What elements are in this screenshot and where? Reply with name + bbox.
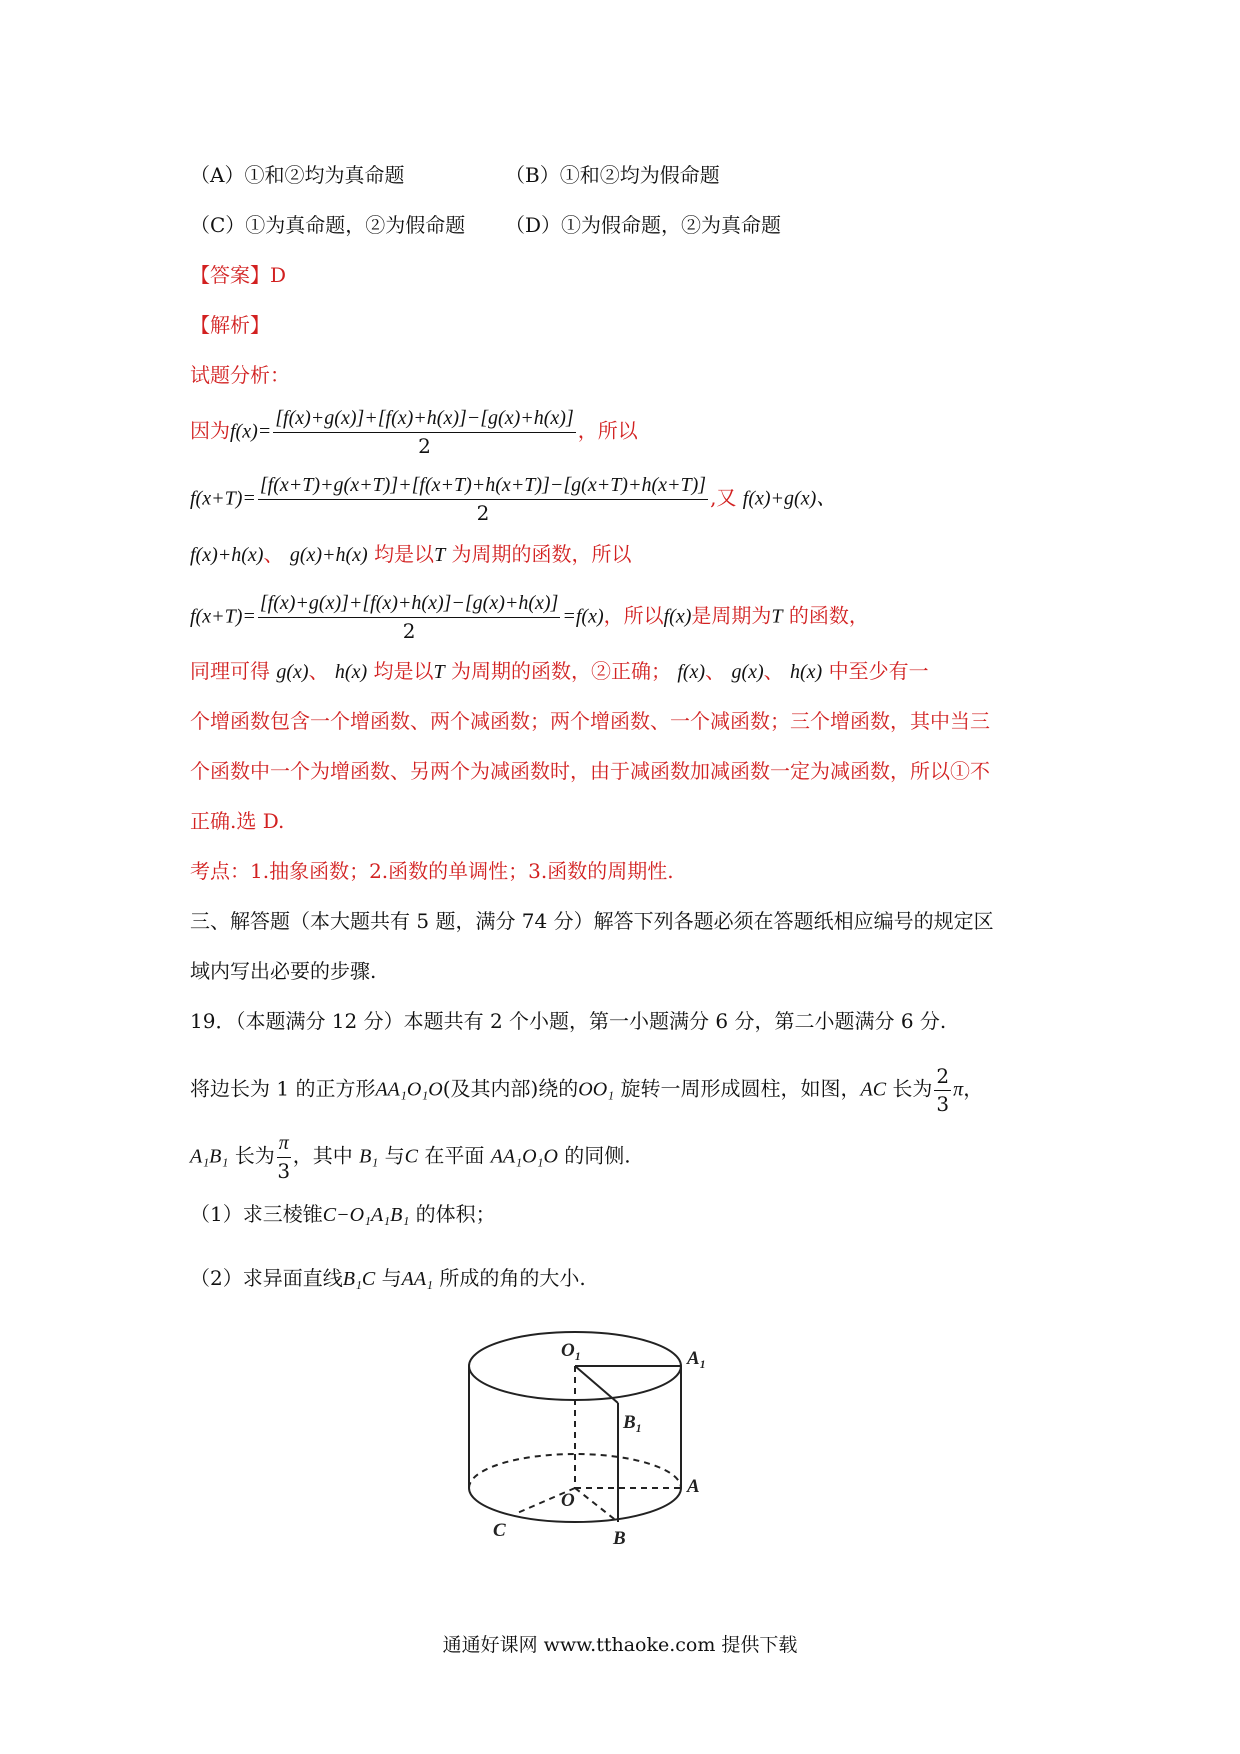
l3-m2: g(x)+h(x) xyxy=(289,544,368,566)
l4-text: ，所以 xyxy=(603,603,664,628)
answer-label: 【答案】D xyxy=(190,263,287,287)
q19-head: 19．（本题满分 12 分）本题共有 2 个小题，第一小题满分 6 分，第二小题满分 6 分. xyxy=(190,1009,947,1033)
analysis-para-1 xyxy=(190,657,929,686)
p1-t1: 均是以 xyxy=(373,659,434,683)
q19-u4: 与 xyxy=(384,1143,405,1168)
p1-s3: 、 xyxy=(763,659,784,683)
l3-sep: 、 xyxy=(263,542,284,566)
l1-prefix: 因为 xyxy=(190,418,230,443)
l3-T: T xyxy=(434,544,446,566)
l3-text2: 为周期的函数，所以 xyxy=(451,542,632,566)
q19-u3: ，其中 xyxy=(292,1143,353,1168)
cylinder-figure xyxy=(455,1318,755,1558)
label-b1: B₁ xyxy=(623,1412,643,1433)
p1-f2: f(x) xyxy=(677,661,706,683)
p1-s1: 、 xyxy=(308,659,329,683)
l4-fx: f(x) xyxy=(663,605,692,628)
q19-u2: 长为 xyxy=(234,1143,275,1168)
l1-fx: f(x)= xyxy=(230,420,272,443)
sub1-a: （1）求三棱锥 xyxy=(190,1202,323,1226)
p1-h2: h(x) xyxy=(790,661,823,683)
label-b: B xyxy=(613,1528,626,1549)
q19-b1: B₁ xyxy=(359,1145,379,1168)
l4-lhs: f(x+T)= xyxy=(190,605,256,628)
l4-text2: 是周期为 xyxy=(691,603,772,628)
label-o1: O₁ xyxy=(561,1340,582,1361)
q19-text-2 xyxy=(190,1130,631,1184)
q19-t2: (及其内部)绕的 xyxy=(442,1076,579,1101)
p1-s2: 、 xyxy=(705,659,726,683)
p1-t3: 中至少有一 xyxy=(828,659,929,683)
q19-ac: AC xyxy=(860,1078,887,1101)
l2-mid: ,又 xyxy=(710,485,737,510)
p1-T: T xyxy=(433,661,445,683)
q19-frac2-num: π xyxy=(277,1130,291,1158)
sub2-a: （2）求异面直线 xyxy=(190,1266,343,1290)
l1-fraction xyxy=(273,405,575,459)
l2-fraction xyxy=(258,472,708,526)
option-d: （D）①为假命题，②为真命题 xyxy=(505,213,782,237)
analysis-line-4 xyxy=(190,590,869,644)
label-o: O xyxy=(561,1490,575,1511)
p1-g: g(x) xyxy=(276,661,309,683)
q19-t4-end: ， xyxy=(963,1076,984,1101)
q19-axis: OO₁ xyxy=(578,1078,615,1101)
analysis-para-2: 个增函数包含一个增函数、两个减函数；两个增函数、一个减函数；三个增函数，其中当三 xyxy=(190,709,990,733)
l1-suffix: ，所以 xyxy=(577,418,638,443)
q19-frac-num: 2 xyxy=(934,1063,951,1091)
q19-t1: 将边长为 1 的正方形 xyxy=(190,1076,376,1101)
q19-frac2-den: 3 xyxy=(277,1159,291,1183)
l1-numerator: [f(x)+g(x)]+[f(x)+h(x)]−[g(x)+h(x)] xyxy=(273,405,575,433)
q19-sub-1 xyxy=(190,1200,496,1229)
sub1-b: 的体积； xyxy=(415,1202,496,1226)
q19-frac-pi-3 xyxy=(277,1130,291,1184)
sub1-m: C−O₁A₁B₁ xyxy=(322,1204,410,1226)
analysis-para-4: 正确.选 D. xyxy=(190,809,285,833)
q19-sub-2 xyxy=(190,1264,586,1293)
analysis-line-1 xyxy=(190,405,638,459)
l2-numerator: [f(x+T)+g(x+T)]+[f(x+T)+h(x+T)]−[g(x+T)+h(x+T)] xyxy=(258,472,708,500)
q19-u5: 在平面 xyxy=(424,1143,485,1168)
label-a: A xyxy=(687,1476,700,1497)
l1-denominator: 2 xyxy=(418,434,431,458)
p1-text: 同理可得 xyxy=(190,659,270,683)
l4-fraction xyxy=(258,590,560,644)
q19-frac-2-3 xyxy=(934,1063,951,1117)
o1-b1-segment xyxy=(575,1366,618,1403)
option-b: （B）①和②均为假命题 xyxy=(505,163,720,187)
l2-lhs: f(x+T)= xyxy=(190,487,256,510)
l3-m1: f(x)+h(x) xyxy=(190,544,264,566)
q19-c: C xyxy=(404,1145,418,1168)
option-a: （A）①和②均为真命题 xyxy=(190,163,405,187)
l4-eq: =f(x) xyxy=(562,605,604,628)
analysis-intro: 试题分析： xyxy=(190,363,290,387)
l4-text3: 的函数， xyxy=(788,603,869,628)
analysis-para-3: 个函数中一个为增函数、另两个为减函数时，由于减函数加减函数一定为减函数，所以①不 xyxy=(190,759,990,783)
kaodian: 考点：1.抽象函数；2.函数的单调性；3.函数的周期性. xyxy=(190,859,674,883)
l2-tail: f(x)+g(x)、 xyxy=(742,487,837,510)
l3-text: 均是以 xyxy=(374,542,435,566)
bottom-front-arc xyxy=(469,1488,681,1522)
sub2-m1: B₁C xyxy=(342,1268,376,1290)
section3-line-2: 域内写出必要的步骤. xyxy=(190,959,377,983)
sub2-c: 所成的角的大小. xyxy=(439,1266,586,1290)
analysis-label: 【解析】 xyxy=(190,313,270,337)
footer: 通通好课网 www.tthaoke.com 提供下载 xyxy=(442,1634,798,1656)
label-c: C xyxy=(493,1520,506,1541)
l4-T: T xyxy=(771,605,783,628)
option-c: （C）①为真命题，②为假命题 xyxy=(190,213,466,237)
section3-line-1: 三、解答题（本大题共有 5 题，满分 74 分）解答下列各题必须在答题纸相应编号的规定区 xyxy=(190,909,994,933)
q19-t3: 旋转一周形成圆柱，如图， xyxy=(620,1076,861,1101)
q19-u6: 的同侧. xyxy=(564,1143,631,1168)
l4-numerator: [f(x)+g(x)]+[f(x)+h(x)]−[g(x)+h(x)] xyxy=(258,590,560,618)
analysis-line-2 xyxy=(190,472,836,526)
sub2-m2: AA₁ xyxy=(401,1268,433,1290)
analysis-line-3 xyxy=(190,540,632,569)
q19-a1b1: A₁B₁ xyxy=(190,1145,229,1168)
label-a1: A₁ xyxy=(687,1348,707,1369)
q19-plane: AA₁O₁O xyxy=(490,1145,558,1168)
o-b-segment xyxy=(575,1488,618,1522)
sub2-b: 与 xyxy=(381,1266,402,1290)
q19-square: AA₁O₁O xyxy=(375,1078,443,1101)
l2-denominator: 2 xyxy=(476,501,490,525)
q19-pi: π xyxy=(953,1078,964,1101)
p1-g2: g(x) xyxy=(731,661,764,683)
l4-denominator: 2 xyxy=(402,619,416,643)
p1-h: h(x) xyxy=(334,661,368,683)
q19-t4: 长为 xyxy=(892,1076,933,1101)
p1-t2: 为周期的函数，②正确； xyxy=(450,659,671,683)
q19-frac-den: 3 xyxy=(936,1092,950,1116)
q19-text-1 xyxy=(190,1063,983,1117)
